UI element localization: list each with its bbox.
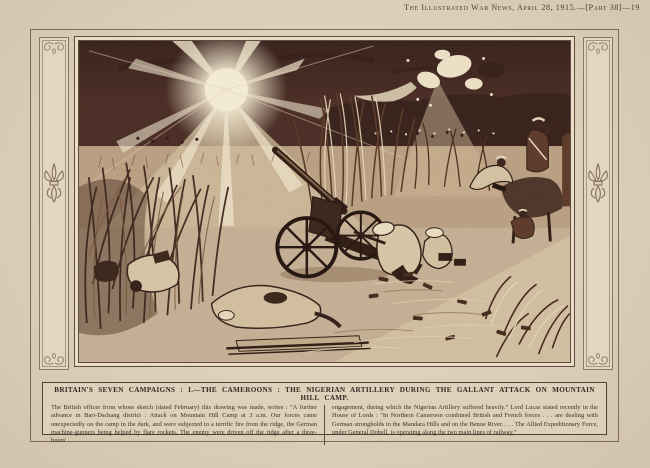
battle-illustration <box>79 41 570 362</box>
scroll-ornament-icon <box>587 352 609 366</box>
caption-column-left: The British officer from whose sketch (dated February) this drawing was made, writes : "A further advance in Bari-Dschang district : Attack on Mountain Hill Camp at 3 a.m. Our forces came unexpectedly on the camp in the dark, and were subjected to a terrific fire from the ridge, the German machine-gunners being helped by flare rockets. The enemy were driven off the ridge after a three-hours' <box>51 404 317 445</box>
caption-title: BRITAIN'S SEVEN CAMPAIGNS : I.—THE CAMEROONS : THE NIGERIAN ARTILLERY DURING THE GALLANT ATTACK ON MOUNTAIN HILL CAMP. <box>54 386 595 402</box>
fleur-de-lis-icon <box>42 162 66 206</box>
scroll-ornament-icon <box>587 41 609 55</box>
left-ornament-panel <box>39 37 69 370</box>
scroll-ornament-icon <box>43 41 65 55</box>
illustration-inner-border <box>78 40 571 363</box>
scroll-ornament-icon <box>43 352 65 366</box>
right-ornament-panel <box>583 37 613 370</box>
fleur-de-lis-icon <box>586 162 610 206</box>
caption-box <box>42 382 607 445</box>
caption-column-right: engagement, during which the Nigerian Artillery suffered heavily." Lord Lucas stated recently in the House of Lords : "In Northern Cameroon combined British and French forces . . . are dealing with German strongholds in the Mandara Hills and on the Benue River. . . . The Allied Expeditionary Force, under General Dobell, is operating along the two main lines of railway." <box>332 404 598 436</box>
caption-columns <box>43 404 606 446</box>
page-header: The Illustrated War News, April 28, 1915.—[Part 38]—19 <box>404 3 640 12</box>
illustration-frame <box>74 36 575 367</box>
